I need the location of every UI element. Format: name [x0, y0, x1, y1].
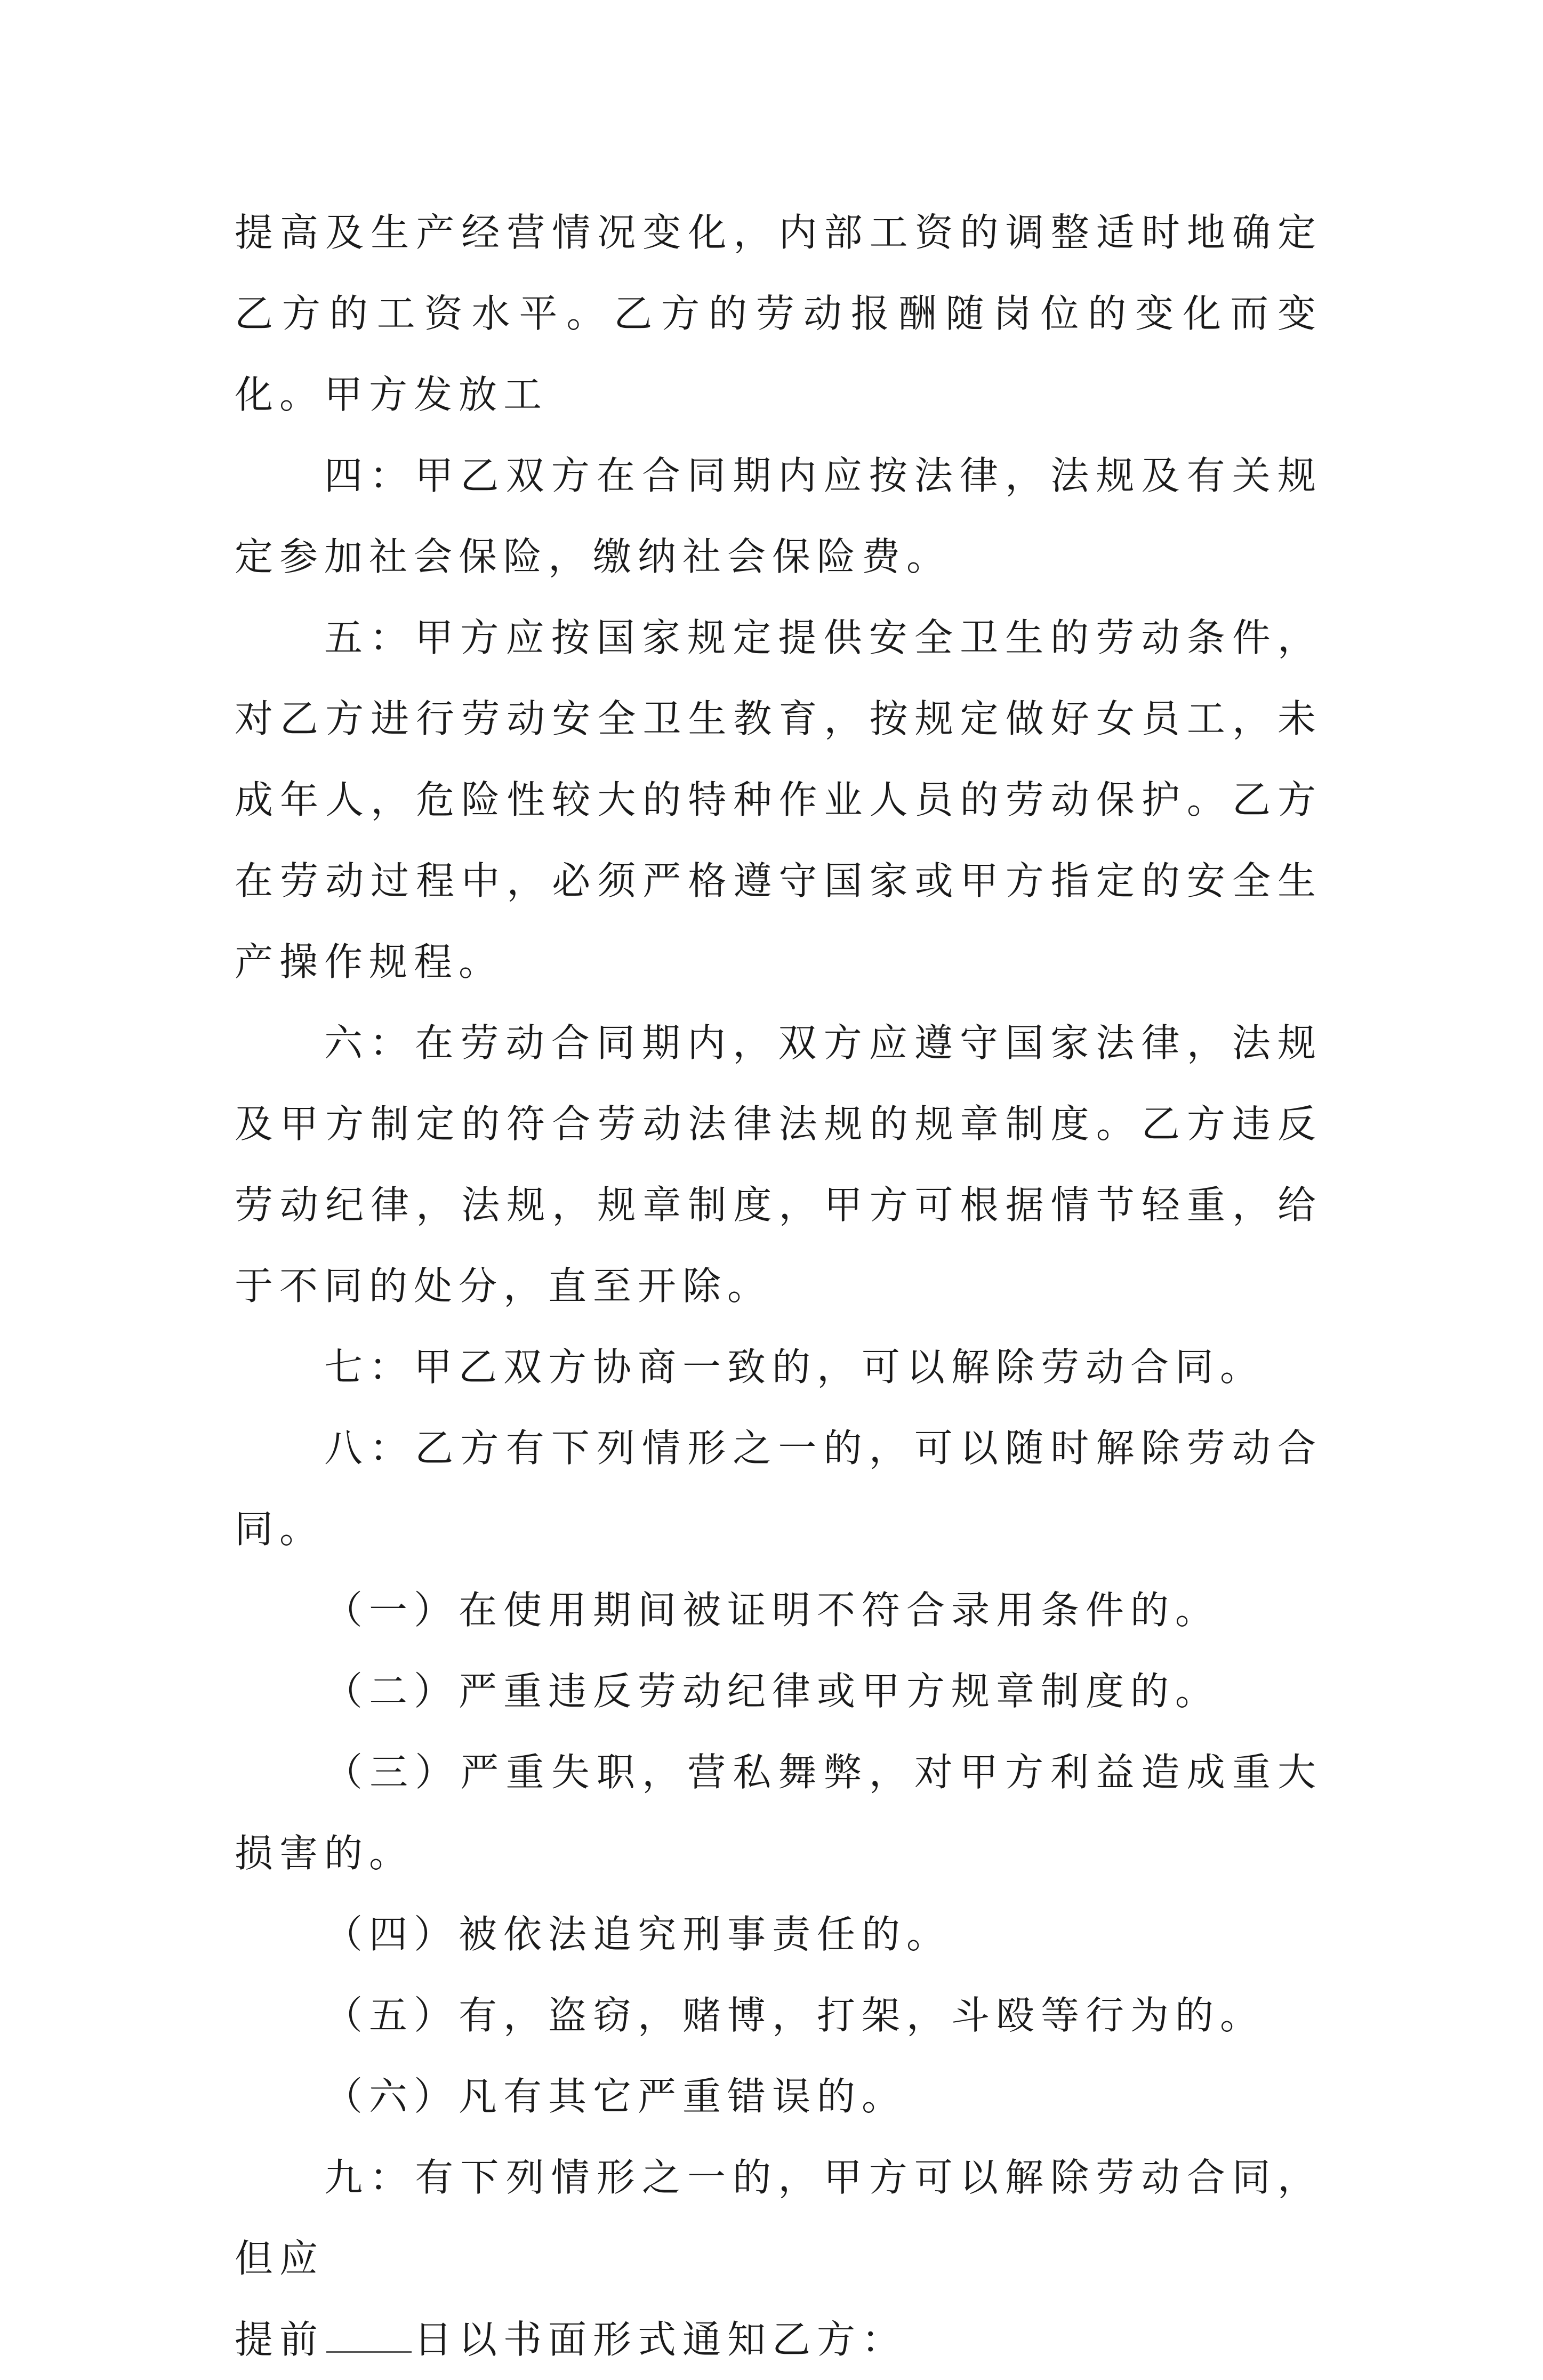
paragraph-clause-7: 七：甲乙双方协商一致的，可以解除劳动合同。: [324, 1345, 1265, 1389]
list-item-2: （二）严重违反劳动纪律或甲方规章制度的。: [324, 1669, 1220, 1714]
notice-text-before: 提前: [235, 2317, 325, 2362]
list-item-6: （六）凡有其它严重错误的。: [324, 2074, 907, 2119]
paragraph-clause-8: 八：乙方有下列情形之一的，可以随时解除劳动合同。: [235, 1426, 1322, 1551]
list-item-4: （四）被依法追究刑事责任的。: [324, 1912, 952, 1957]
fill-in-blank[interactable]: [326, 2320, 412, 2353]
list-item-3: （三）严重失职，营私舞弊，对甲方利益造成重大损害的。: [235, 1750, 1322, 1876]
paragraph-clause-9: 九：有下列情形之一的，甲方可以解除劳动合同，但应: [235, 2155, 1322, 2281]
list-item-5: （五）有，盗窃，赌博，打架，斗殴等行为的。: [324, 1993, 1265, 2038]
notice-text-after: 日以书面形式通知乙方：: [414, 2317, 907, 2362]
paragraph-clause-5: 五：甲方应按国家规定提供安全卫生的劳动条件，对乙方进行劳动安全卫生教育，按规定做好女员工，未成年人，危险性较大的特种作业人员的劳动保护。乙方在劳动过程中，必须严格遵守国家或甲方指定的安全生产操作规程。: [235, 615, 1322, 984]
paragraph-clause-4: 四：甲乙双方在合同期内应按法律，法规及有关规定参加社会保险，缴纳社会保险费。: [235, 453, 1322, 579]
list-item-1: （一）在使用期间被证明不符合录用条件的。: [324, 1588, 1220, 1633]
document-body: [235, 192, 1322, 2380]
paragraph-notice-period: [235, 2299, 1322, 2380]
paragraph-wage-continuation: 提高及生产经营情况变化，内部工资的调整适时地确定乙方的工资水平。乙方的劳动报酬随岗位的变化而变化。甲方发放工: [235, 210, 1322, 417]
paragraph-clause-6: 六：在劳动合同期内，双方应遵守国家法律，法规及甲方制定的符合劳动法律法规的规章制度。乙方违反劳动纪律，法规，规章制度，甲方可根据情节轻重，给于不同的处分，直至开除。: [235, 1020, 1322, 1308]
